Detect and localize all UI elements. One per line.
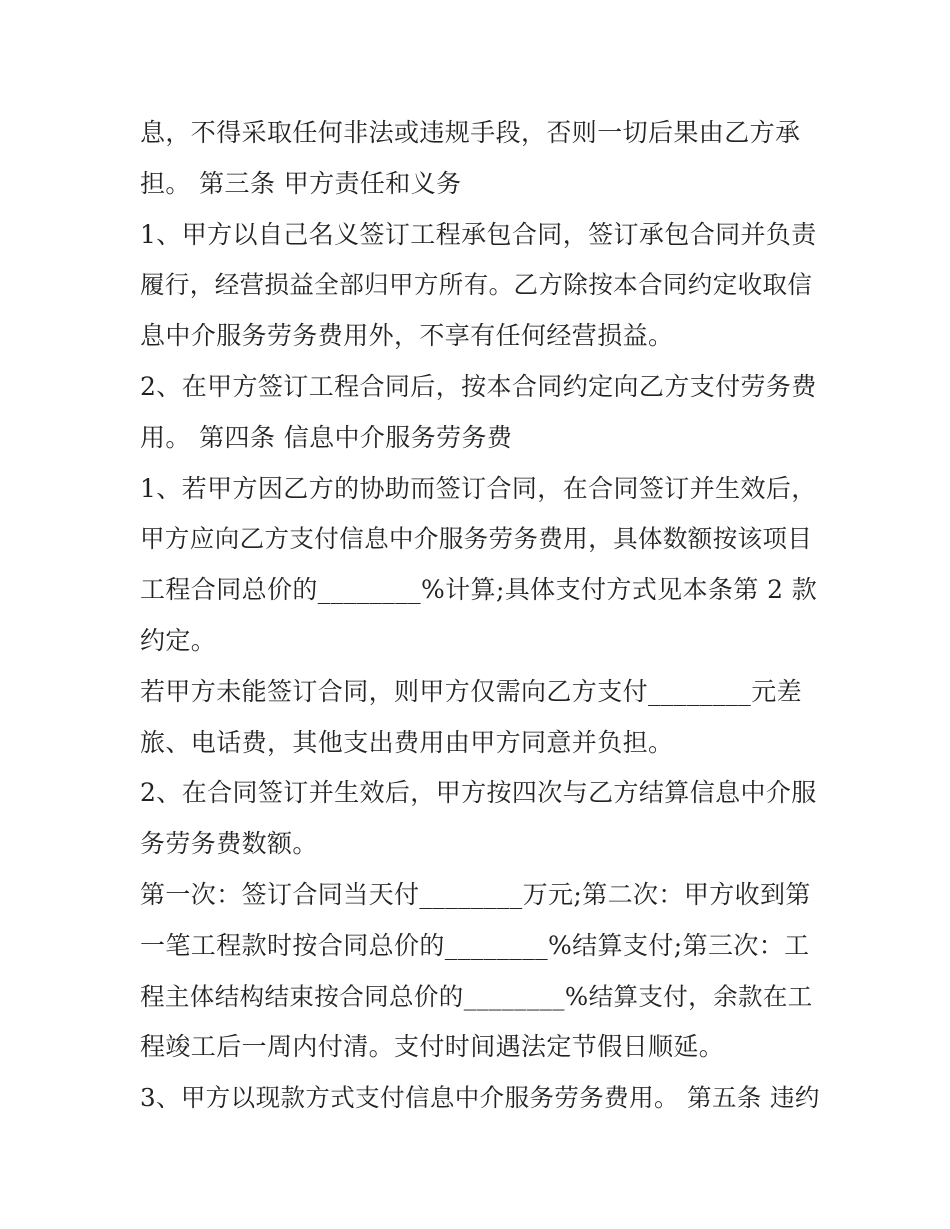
text-line: 甲方应向乙方支付信息中介服务劳务费用，具体数额按该项目 (140, 524, 813, 554)
text-line: 工程合同总价的________%计算;具体支付方式见本条第 2 款 (140, 575, 818, 605)
text-line: 息，不得采取任何非法或违规手段，否则一切后果由乙方承 (140, 118, 801, 147)
text-line: 1、甲方以自己名义签订工程承包合同，签订承包合同并负责 (140, 219, 817, 249)
text-line: 第一次：签订合同当天付________万元;第二次：甲方收到第 (140, 879, 811, 909)
text-line: 2、在合同签订并生效后，甲方按四次与乙方结算信息中介服 (140, 778, 817, 808)
text-line: 程竣工后一周内付清。支付时间遇法定节假日顺延。 (140, 1032, 725, 1062)
text-line: 务劳务费数额。 (140, 829, 318, 859)
text-line: 履行，经营损益全部归甲方所有。乙方除按本合同约定收取信 (140, 270, 813, 300)
text-line: 1、若甲方因乙方的协助而签订合同，在合同签订并生效后， (140, 473, 817, 503)
text-line: 程主体结构结束按合同总价的________%结算支付，余款在工 (140, 981, 813, 1011)
text-line: 息中介服务劳务费用外，不享有任何经营损益。 (140, 321, 674, 351)
text-line: 若甲方未能签订合同，则甲方仅需向乙方支付________元差 (140, 676, 803, 706)
text-line: 一笔工程款时按合同总价的________%结算支付;第三次：工 (140, 930, 810, 960)
text-line: 旅、电话费，其他支出费用由甲方同意并负担。 (140, 727, 674, 757)
text-line: 约定。 (140, 625, 217, 655)
text-line: 2、在甲方签订工程合同后，按本合同约定向乙方支付劳务费 (140, 371, 817, 401)
document-body (140, 108, 820, 1124)
text-line: 担。 第三条 甲方责任和义务 (140, 168, 462, 198)
text-line: 3、甲方以现款方式支付信息中介服务劳务费用。 第五条 违约 (140, 1083, 820, 1113)
text-line: 用。 第四条 信息中介服务劳务费 (140, 422, 513, 452)
